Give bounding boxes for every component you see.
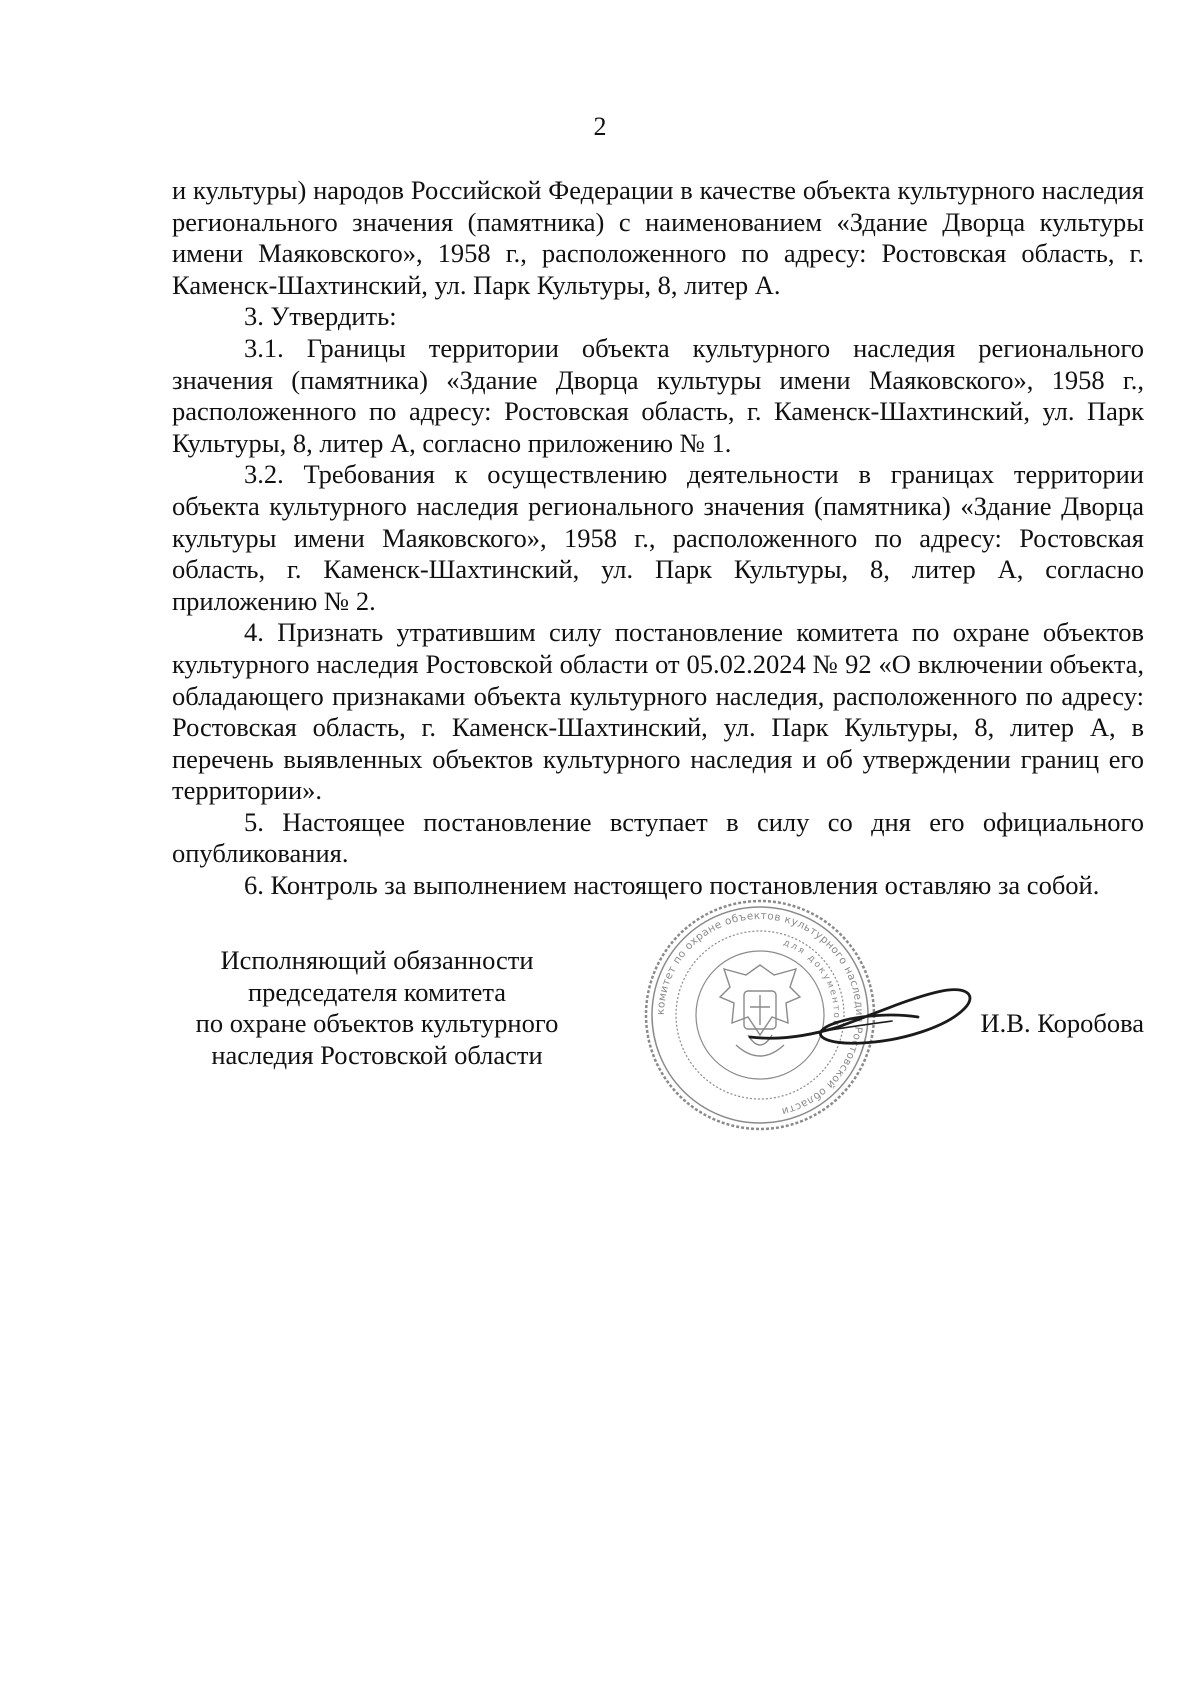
seal-inner-text: для документов: [781, 937, 842, 1028]
signer-title: [182, 945, 572, 1071]
paragraph-item-4: 4. Признать утратившим силу постановление комитета по охране объектов культурного наследия Ростовской области от 05.02.2024 № 92 «О включении объекта, обладающего признаками объекта культурного наследия, расположенного по адресу: Ростовская область, г. Каменск-Шахтинский, ул. Парк Культуры, 8, литер А, в перечень выявленных объектов культурного наследия и об утверждении границ его территории».: [172, 617, 1144, 806]
signer-title-line: наследия Ростовской области: [211, 1039, 543, 1070]
paragraph-item-5: 5. Настоящее постановление вступает в силу со дня его официального опубликования.: [172, 806, 1144, 869]
paragraph-item-3: 3. Утвердить:: [244, 301, 397, 332]
signer-name: И.В. Коробова: [980, 1008, 1144, 1038]
paragraph-item-3-2: 3.2. Требования к осуществлению деятельности в границах территории объекта культурного наследия регионального значения (памятника) «Здание Дворца культуры имени Маяковского», 1958 г., расположенного по адресу: Ростовская область, г. Каменск-Шахтинский, ул. Парк Культуры, 8, литер А, согласно приложению № 2.: [172, 459, 1144, 616]
seal-outer-text: комитет по охране объектов культурного наследия Ростовской области: [654, 909, 866, 1118]
paragraph-item-6: 6. Контроль за выполнением настоящего постановления оставляю за собой.: [244, 870, 1100, 901]
page-number: 2: [593, 112, 607, 141]
signer-title-line: по охране объектов культурного: [195, 1008, 559, 1039]
signature-block: [172, 909, 1144, 1135]
signer-title-line: Исполняющий обязанности: [220, 945, 534, 975]
paragraph-item-3-1: 3.1. Границы территории объекта культурного наследия регионального значения (памятника) «Здание Дворца культуры имени Маяковского», 1958 г., расположенного по адресу: Ростовская область, г. Каменск-Шахтинский, ул. Парк Культуры, 8, литер А, согласно приложению № 1.: [172, 332, 1144, 458]
signer-title-line: председателя комитета: [248, 976, 506, 1007]
paragraph-continuation: и культуры) народов Российской Федерации в качестве объекта культурного наследия регионального значения (памятника) с наименованием «Здание Дворца культуры имени Маяковского», 1958 г., расположенного по адресу: Ростовская область, г. Каменск-Шахтинский, ул. Парк Культуры, 8, литер А.: [172, 175, 1144, 300]
document-body: [172, 175, 1144, 902]
handwritten-signature-icon: [742, 975, 982, 1065]
